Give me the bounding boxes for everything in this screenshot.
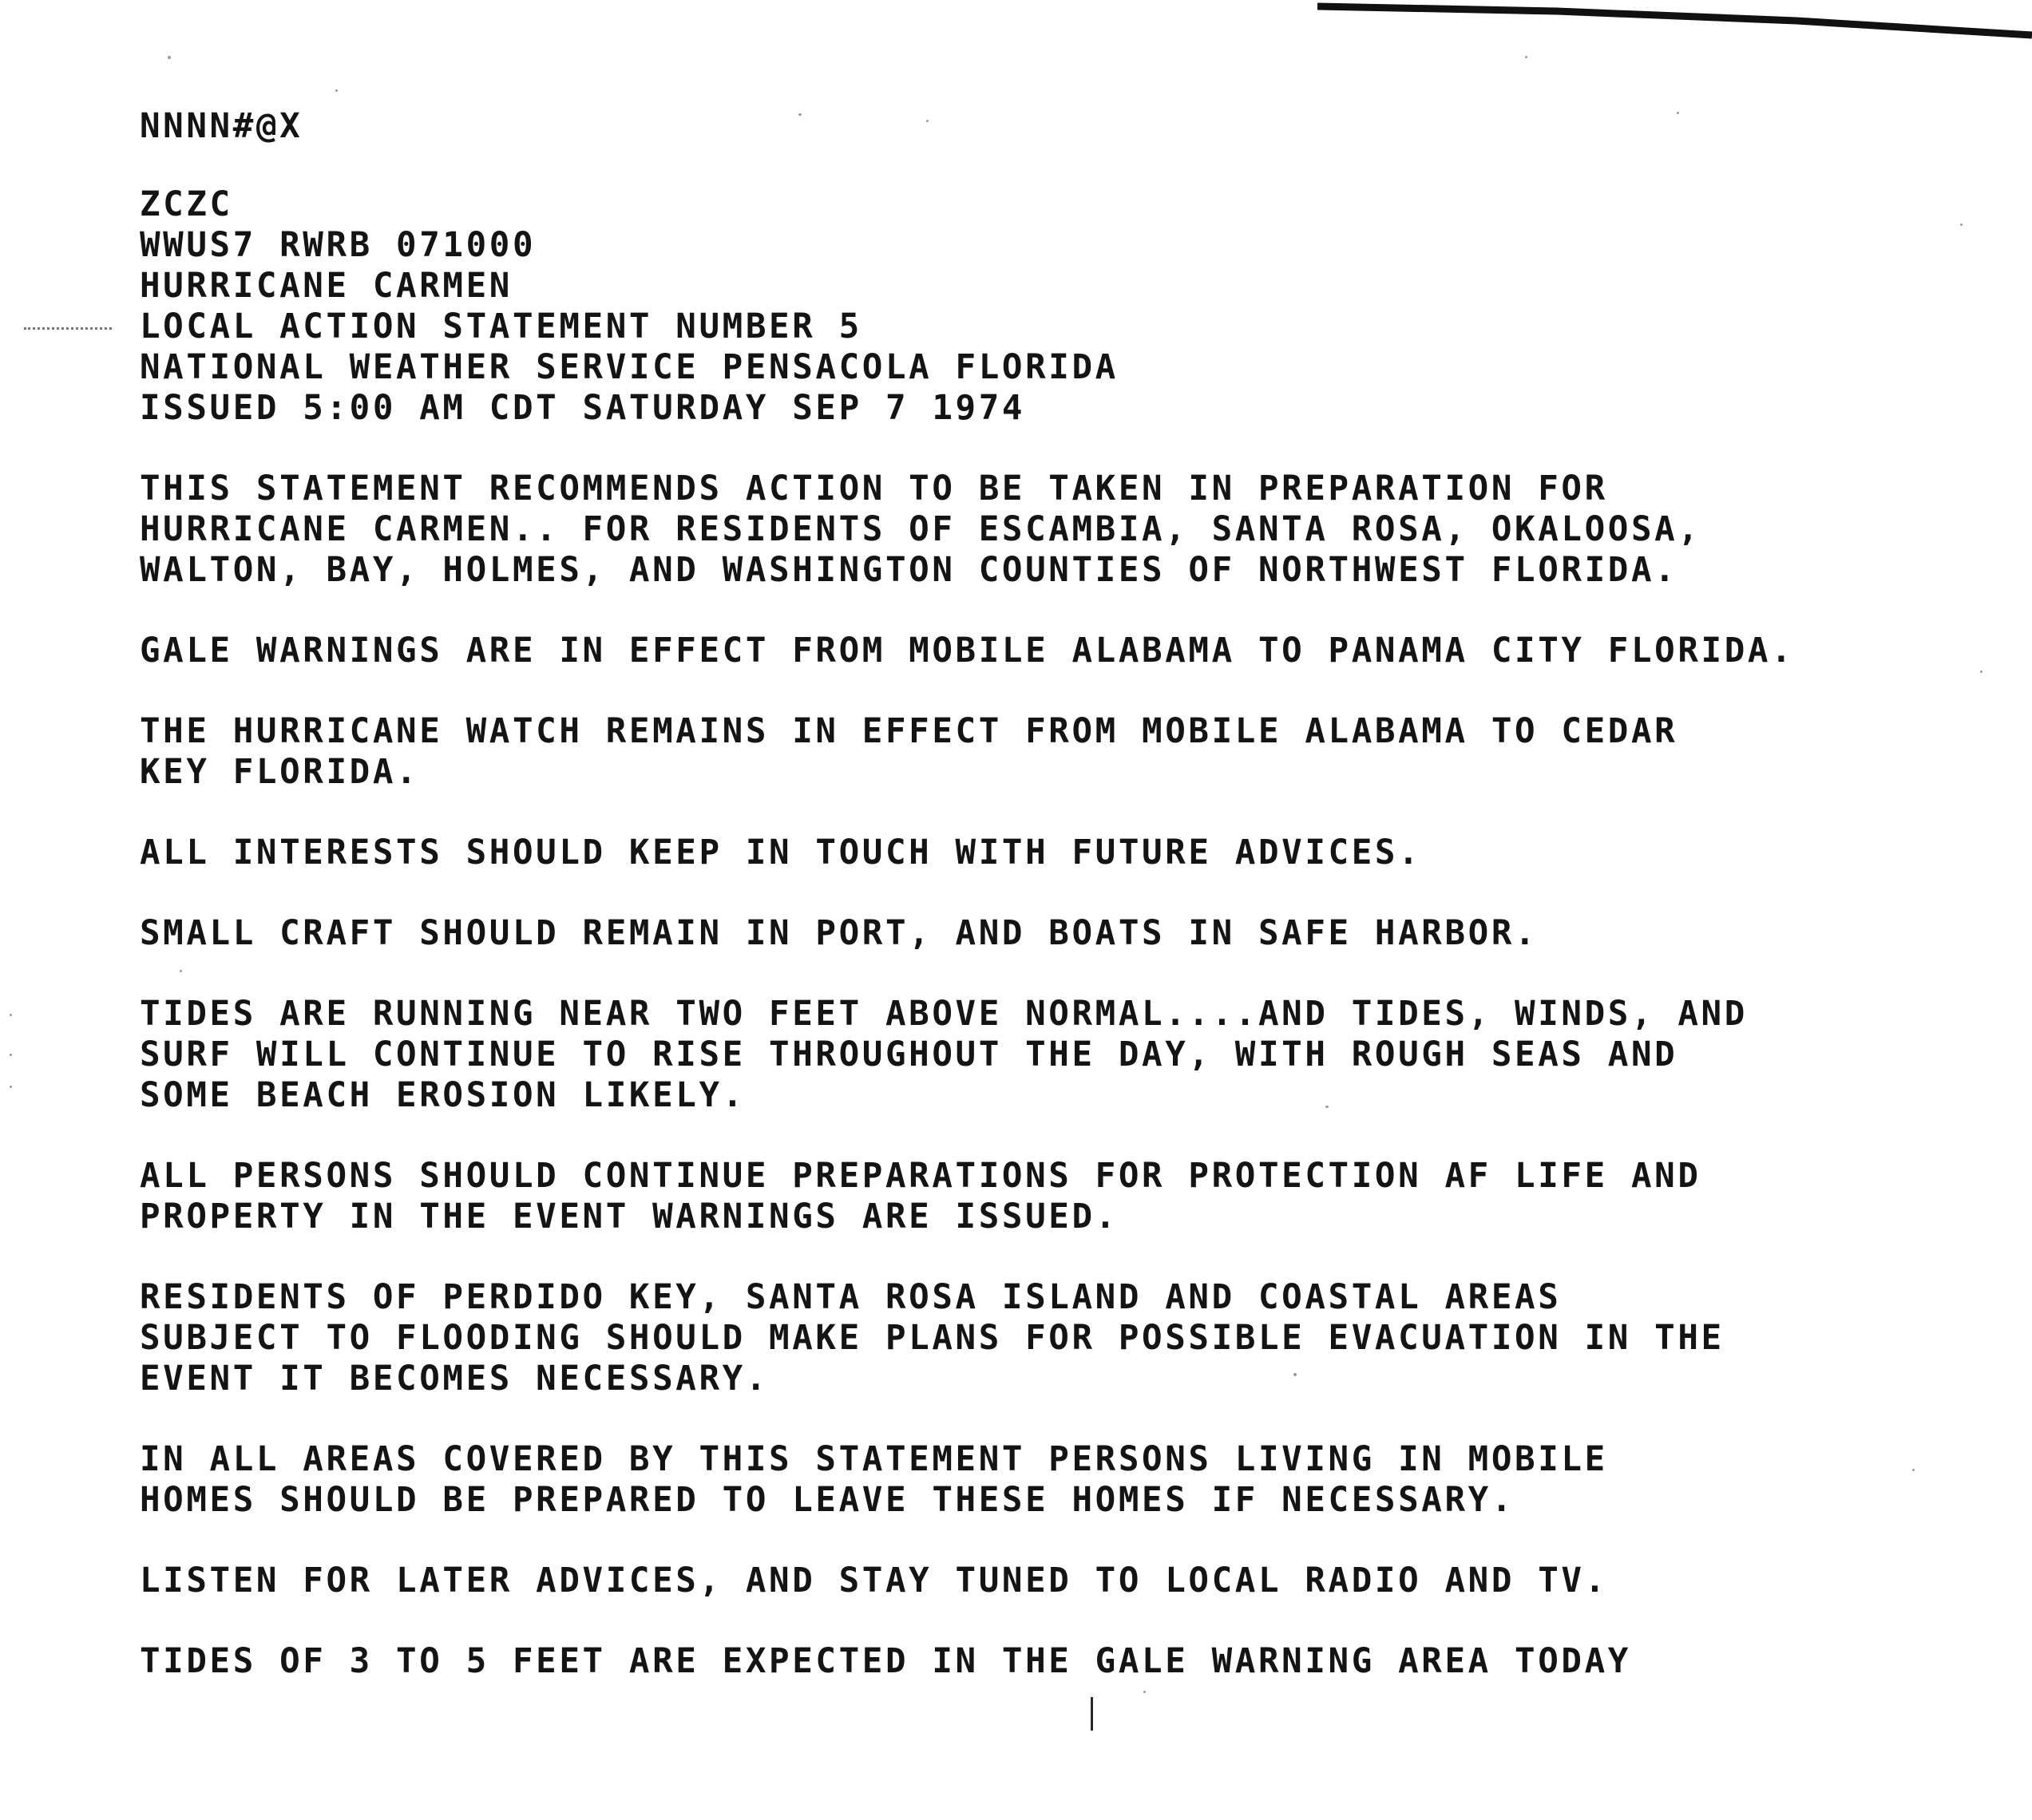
scan-speck [926, 120, 929, 122]
scan-speck [335, 89, 338, 92]
paragraph-line: HOMES SHOULD BE PREPARED TO LEAVE THESE HOMES IF NECESSARY. [140, 1481, 1515, 1520]
paragraph-line: ALL PERSONS SHOULD CONTINUE PREPARATIONS FOR PROTECTION AF LIFE AND [140, 1157, 1701, 1196]
paragraph [140, 994, 1944, 1116]
bulletin-header [140, 184, 1944, 429]
paragraph-line: GALE WARNINGS ARE IN EFFECT FROM MOBILE ALABAMA TO PANAMA CITY FLORIDA. [140, 631, 1795, 671]
scan-speck [1677, 112, 1679, 114]
paragraph-line: LISTEN FOR LATER ADVICES, AND STAY TUNED TO LOCAL RADIO AND TV. [140, 1561, 1608, 1600]
scan-speck [1325, 1106, 1329, 1108]
paragraph-line: TIDES ARE RUNNING NEAR TWO FEET ABOVE NORMAL....AND TIDES, WINDS, AND [140, 995, 1748, 1034]
paragraph-line: THIS STATEMENT RECOMMENDS ACTION TO BE TAKEN IN PREPARATION FOR [140, 469, 1608, 508]
bulletin-text [140, 106, 1944, 1722]
header-line: LOCAL ACTION STATEMENT NUMBER 5 [140, 307, 862, 346]
paragraph [140, 1277, 1944, 1399]
routing-code: NNNN#@X [140, 107, 303, 146]
scan-speck [798, 113, 802, 116]
paragraph-line: ALL INTERESTS SHOULD KEEP IN TOUCH WITH FUTURE ADVICES. [140, 833, 1422, 872]
scan-speck [10, 1086, 12, 1088]
paragraph-line: SUBJECT TO FLOODING SHOULD MAKE PLANS FOR POSSIBLE EVACUATION IN THE [140, 1319, 1725, 1358]
margin-mark [24, 327, 112, 333]
paragraph-line: SMALL CRAFT SHOULD REMAIN IN PORT, AND BOATS IN SAFE HARBOR. [140, 914, 1539, 953]
scan-speck [1980, 671, 1982, 673]
paragraph-line: TIDES OF 3 TO 5 FEET ARE EXPECTED IN THE GALE WARNING AREA TODAY [140, 1642, 1631, 1681]
paragraph [140, 833, 1944, 873]
header-line: HURRICANE CARMEN [140, 267, 513, 306]
header-line: NATIONAL WEATHER SERVICE PENSACOLA FLORIDA [140, 348, 1119, 387]
paragraph [140, 711, 1944, 793]
paragraph-line: PROPERTY IN THE EVENT WARNINGS ARE ISSUED. [140, 1197, 1119, 1236]
scan-speck [1293, 1373, 1297, 1376]
paragraph-line: SURF WILL CONTINUE TO RISE THROUGHOUT THE DAY, WITH ROUGH SEAS AND [140, 1035, 1678, 1074]
paragraph [140, 631, 1944, 671]
header-line: ZCZC [140, 185, 233, 224]
scan-speck [1143, 1691, 1146, 1693]
paragraph [140, 913, 1944, 954]
header-line: ISSUED 5:00 AM CDT SATURDAY SEP 7 1974 [140, 389, 1026, 428]
paragraph [140, 1156, 1944, 1237]
paragraph-line: WALTON, BAY, HOLMES, AND WASHINGTON COUNTIES OF NORTHWEST FLORIDA. [140, 551, 1678, 590]
scan-speck [168, 56, 171, 59]
scan-speck [1525, 56, 1527, 58]
paragraph [140, 469, 1944, 591]
scan-speck [1912, 1469, 1915, 1471]
scan-speck [1960, 224, 1963, 226]
scan-speck [10, 1054, 12, 1056]
paragraph-line: EVENT IT BECOMES NECESSARY. [140, 1359, 770, 1399]
paragraph-line: IN ALL AREAS COVERED BY THIS STATEMENT PERSONS LIVING IN MOBILE [140, 1440, 1608, 1479]
scan-speck [180, 970, 182, 972]
paragraph [140, 1439, 1944, 1521]
paragraph-line: KEY FLORIDA. [140, 753, 420, 792]
paragraph-line: THE HURRICANE WATCH REMAINS IN EFFECT FROM MOBILE ALABAMA TO CEDAR [140, 712, 1678, 751]
paragraph [140, 1561, 1944, 1601]
top-edge-rule [1317, 0, 2032, 56]
page-mark [1091, 1697, 1093, 1731]
paragraph [140, 1641, 1944, 1682]
paragraph-line: HURRICANE CARMEN.. FOR RESIDENTS OF ESCAMBIA, SANTA ROSA, OKALOOSA, [140, 510, 1701, 549]
paragraph-line: SOME BEACH EROSION LIKELY. [140, 1076, 746, 1115]
paragraph-line: RESIDENTS OF PERDIDO KEY, SANTA ROSA ISLAND AND COASTAL AREAS [140, 1278, 1562, 1317]
header-line: WWUS7 RWRB 071000 [140, 226, 537, 265]
scan-speck [10, 1014, 12, 1016]
